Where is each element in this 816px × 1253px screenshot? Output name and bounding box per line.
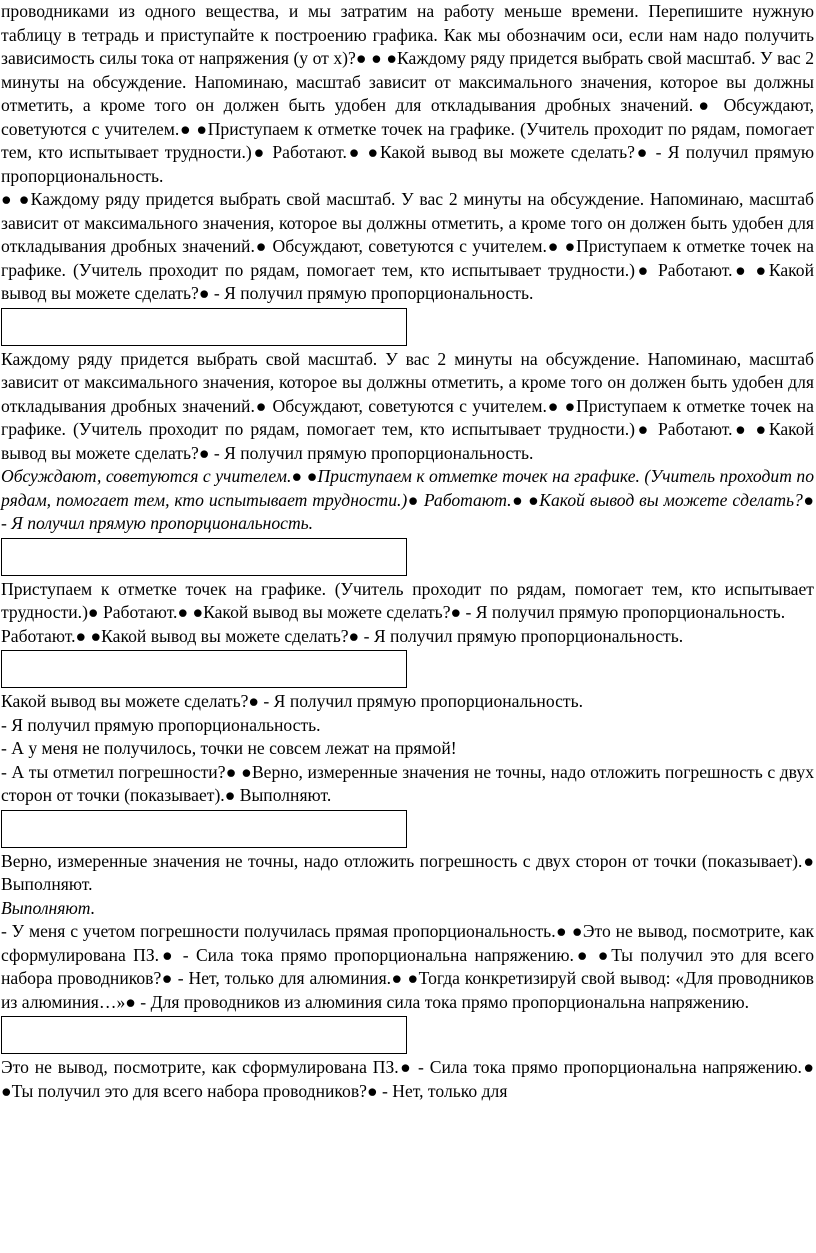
- paragraph-9: [0, 737, 816, 761]
- p13-text: - У меня с учетом погрешности получилась прямая пропорциональность.● ●Это не вывод, посмотрите, как сформулирована ПЗ.● - Сила тока прямо пропорциональна напряжению.● ●Ты получил это для всего набора проводников?● - Нет, только для алюминия.● ●Тогда конкретизируй свой вывод: «Для проводников из алюминия…»● - Для проводников из алюминия сила тока прямо пропорциональна напряжению.: [1, 921, 814, 1012]
- paragraph-1: [0, 0, 816, 188]
- p8-text: - Я получил прямую пропорциональность.: [1, 714, 321, 735]
- empty-frame-4: [1, 810, 407, 848]
- paragraph-13: [0, 920, 816, 1014]
- paragraph-10: [0, 761, 816, 808]
- p11-text: Верно, измеренные значения не точны, надо отложить погрешность с двух сторон от точки (показывает).● Выполняют.: [1, 850, 814, 894]
- p1-text: проводниками из одного вещества, и мы затратим на работу меньше времени. Перепишите нужную таблицу в тетрадь и приступайте к построению графика. Как мы обозначим оси, если нам надо получить зависимость силы тока от напряжения (у от х)?● ● ●Каждому ряду придется выбрать свой масштаб. У вас 2 минуты на обсуждение. Напоминаю, масштаб зависит от максимального значения, которое вы должны отметить, а кроме того он должен быть удобен для откладывания дробных значений.● Обсуждают, советуются с учителем.● ●Приступаем к отметке точек на графике. (Учитель проходит по рядам, помогает тем, кто испытывает трудности.)● Работают.● ●Какой вывод вы можете сделать?● - Я получил прямую пропорциональность.: [1, 1, 814, 186]
- p7-text: Какой вывод вы можете сделать?● - Я получил прямую пропорциональность.: [1, 691, 583, 711]
- paragraph-2: [0, 188, 816, 306]
- p5-text: Приступаем к отметке точек на графике. (Учитель проходит по рядам, помогает тем, кто испытывает трудности.)● Работают.● ●Какой вывод вы можете сделать?● - Я получил прямую пропорциональность.: [1, 578, 814, 622]
- p12-text: Выполняют.: [1, 897, 96, 918]
- p2-text: ● ●Каждому ряду придется выбрать свой масштаб. У вас 2 минуты на обсуждение. Напоминаю, масштаб зависит от максимального значения, которое вы должны отметить, а кроме того он должен быть удобен для откладывания дробных значений.● Обсуждают, советуются с учителем.● ●Приступаем к отметке точек на графике. (Учитель проходит по рядам, помогает тем, кто испытывает трудности.)● Работают.● ●Какой вывод вы можете сделать?● - Я получил прямую пропорциональность.: [1, 189, 814, 303]
- paragraph-7: [0, 690, 816, 714]
- paragraph-14: [0, 1056, 816, 1103]
- paragraph-8: [0, 714, 816, 738]
- paragraph-6: [0, 625, 816, 649]
- paragraph-4: [0, 465, 816, 536]
- empty-frame-3: [1, 650, 407, 688]
- empty-frame-2: [1, 538, 407, 576]
- p9-text: - А у меня не получилось, точки не совсем лежат на прямой!: [1, 738, 457, 758]
- empty-frame-5: [1, 1016, 407, 1054]
- paragraph-12: [0, 897, 816, 921]
- p4-text: Обсуждают, советуются с учителем.● ●Приступаем к отметке точек на графике. (Учитель проходит по рядам, помогает тем, кто испытывает трудности.)● Работают.● ●Какой вывод вы можете сделать?● - Я получил прямую пропорциональность.: [1, 466, 814, 533]
- p14-text: Это не вывод, посмотрите, как сформулирована ПЗ.● - Сила тока прямо пропорциональна напряжению.● ●Ты получил это для всего набора проводников?● - Нет, только для: [1, 1057, 814, 1101]
- p10-text: - А ты отметил погрешности?● ●Верно, измеренные значения не точны, надо отложить погрешность с двух сторон от точки (показывает).● Выполняют.: [1, 761, 814, 805]
- empty-frame-1: [1, 308, 407, 346]
- paragraph-11: [0, 850, 816, 897]
- p3-text: Каждому ряду придется выбрать свой масштаб. У вас 2 минуты на обсуждение. Напоминаю, масштаб зависит от максимального значения, которое вы должны отметить, а кроме того он должен быть удобен для откладывания дробных значений.● Обсуждают, советуются с учителем.● ●Приступаем к отметке точек на графике. (Учитель проходит по рядам, помогает тем, кто испытывает трудности.)● Работают.● ●Какой вывод вы можете сделать?● - Я получил прямую пропорциональность.: [1, 348, 814, 463]
- p6-text: Работают.● ●Какой вывод вы можете сделать?● - Я получил прямую пропорциональность.: [1, 625, 684, 646]
- paragraph-5: [0, 578, 816, 625]
- paragraph-3: [0, 348, 816, 466]
